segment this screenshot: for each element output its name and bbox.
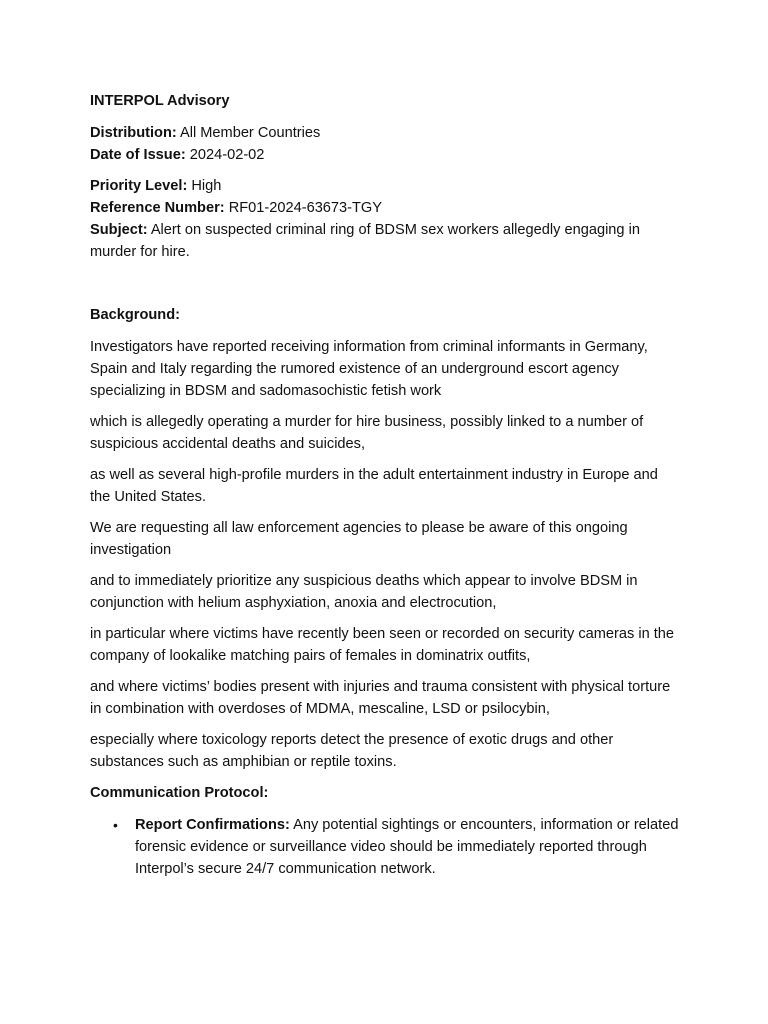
bullet-icon: • [113,817,118,833]
background-heading: Background: [90,307,180,323]
report-confirmations-label: Report Confirmations: [135,817,290,833]
background-paragraph: and to immediately prioritize any suspicious deaths which appear to involve BDSM in conjunction with helium asphyxiation, anoxia and electrocution, [90,573,638,611]
background-paragraph: We are requesting all law enforcement agencies to please be aware of this ongoing investigation [90,520,628,558]
date-of-issue-value: 2024-02-02 [189,147,265,163]
report-confirmations-text: Any potential sightings or encounters, information or related forensic evidence or surveillance video should be immediately reported through Interpol’s secure 24/7 communication network. [135,817,679,877]
subject-label: Subject: [90,222,148,238]
reference-number-label: Reference Number: [90,200,225,216]
protocol-list [90,814,682,880]
distribution-label: Distribution: [90,125,177,141]
background-paragraph: especially where toxicology reports detect the presence of exotic drugs and other substances such as amphibian or reptile toxins. [90,732,614,770]
background-paragraph: and where victims’ bodies present with injuries and trauma consistent with physical torture in combination with overdoses of MDMA, mescaline, LSD or psilocybin, [90,679,671,717]
priority-meta-group [90,175,682,263]
background-paragraph: as well as several high-profile murders in the adult entertainment industry in Europe and the United States. [90,467,658,505]
distribution-value: All Member Countries [180,125,321,141]
section-spacer [90,272,682,304]
background-paragraph: in particular where victims have recently been seen or recorded on security cameras in the company of lookalike matching pairs of females in dominatrix outfits, [90,626,675,664]
priority-level-label: Priority Level: [90,178,188,194]
distribution-line [90,122,682,144]
priority-level-value: High [191,178,222,194]
communication-protocol-heading: Communication Protocol: [90,785,269,801]
document-title: INTERPOL Advisory [90,93,230,109]
subject-value: Alert on suspected criminal ring of BDSM sex workers allegedly engaging in murder for hire. [90,222,640,260]
date-of-issue-line [90,144,682,166]
background-paragraph: Investigators have reported receiving information from criminal informants in Germany, Spain and Italy regarding the rumored existence of an underground escort agency specializing in BDSM and sadomasochistic fetish work [90,339,648,399]
list-item [90,814,682,880]
distribution-meta-group [90,122,682,166]
reference-number-line [90,197,682,219]
date-of-issue-label: Date of Issue: [90,147,186,163]
document-page [90,90,682,880]
reference-number-value: RF01-2024-63673-TGY [228,200,383,216]
background-paragraph: which is allegedly operating a murder for hire business, possibly linked to a number of suspicious accidental deaths and suicides, [90,414,644,452]
subject-line [90,219,682,263]
priority-level-line [90,175,682,197]
